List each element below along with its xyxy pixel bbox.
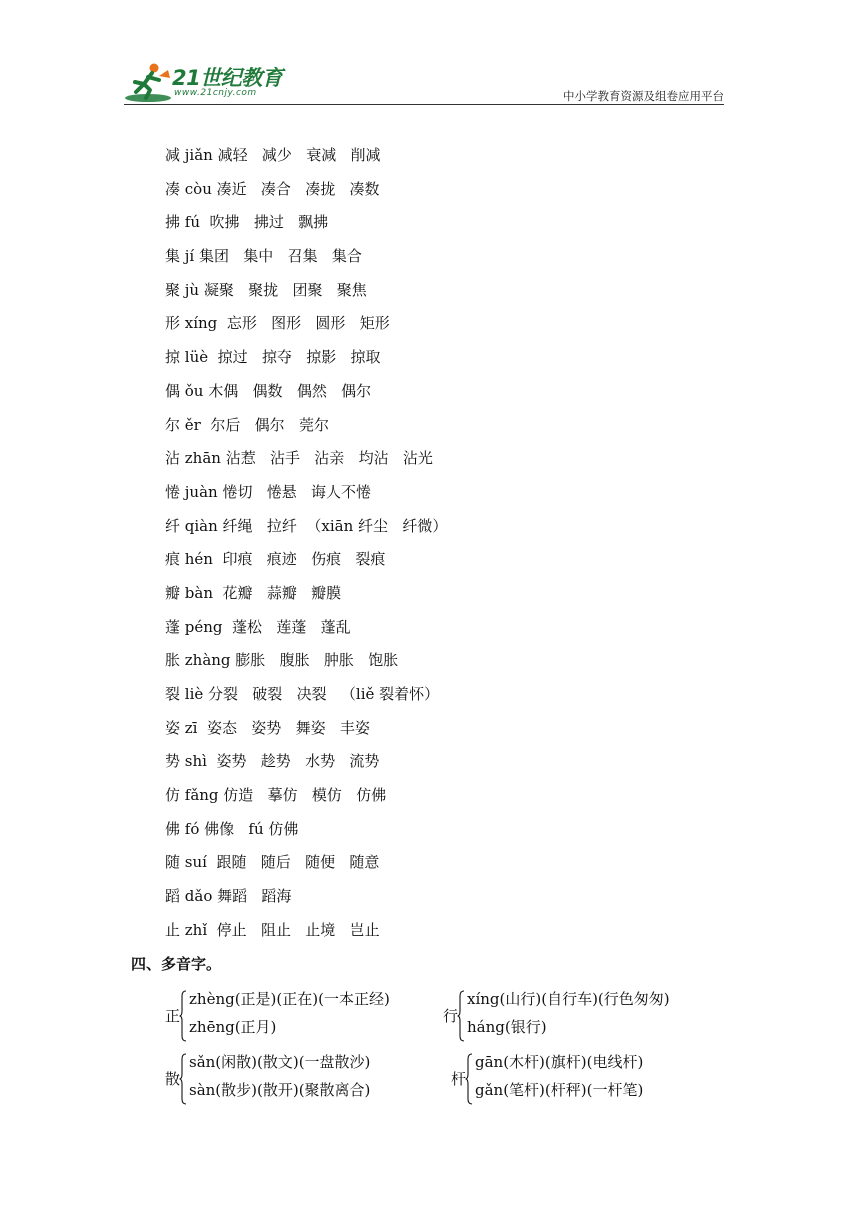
brace-icon [179, 1053, 187, 1105]
vocab-line: 惓 juàn 惓切 惓悬 诲人不惓 [165, 482, 372, 501]
vocab-line: 势 shì 姿势 趁势 水势 流势 [165, 752, 380, 771]
brace-icon [179, 990, 187, 1042]
polyphone-char: 杆 [451, 1070, 467, 1088]
polyphone-char: 散 [165, 1070, 181, 1088]
vocab-line: 胀 zhàng 膨胀 腹胀 肿胀 饱胀 [165, 651, 399, 670]
vocab-line: 尔 ěr 尔后 偶尔 莞尔 [165, 415, 329, 434]
vocab-line: 聚 jù 凝聚 聚拢 团聚 聚焦 [165, 280, 367, 299]
vocab-line: 纤 qiàn 纤绳 拉纤 （xiān 纤尘 纤微） [165, 516, 448, 535]
header-tagline: 中小学教育资源及组卷应用平台 [563, 89, 724, 103]
runner-logo-icon [124, 60, 172, 104]
vocab-line: 减 jiǎn 减轻 减少 衰减 削减 [165, 146, 381, 164]
vocab-line: 痕 hén 印痕 痕迹 伤痕 裂痕 [165, 550, 386, 569]
section-title: 四、多音字。 [131, 955, 222, 973]
polyphone-char: 正 [165, 1007, 181, 1025]
vocab-line: 随 suí 跟随 随后 随便 随意 [165, 853, 380, 872]
polyphone-reading: háng(银行) [467, 1018, 547, 1036]
vocab-line: 裂 liè 分裂 破裂 决裂 （liě 裂着怀） [165, 685, 440, 703]
logo [124, 60, 294, 104]
vocabulary-list [165, 143, 447, 952]
vocab-line: 形 xíng 忘形 图形 圆形 矩形 [165, 314, 390, 333]
vocab-line: 瓣 bàn 花瓣 蒜瓣 瓣膜 [165, 583, 342, 602]
polyphone-char: 行 [443, 1007, 459, 1025]
vocab-line: 仿 fǎng 仿造 摹仿 模仿 仿佛 [165, 786, 387, 805]
polyphone-reading: gān(木杆)(旗杆)(电线杆) [475, 1053, 644, 1071]
page-header [124, 60, 724, 106]
brace-icon [465, 1053, 473, 1105]
polyphone-reading: zhèng(正是)(正在)(一本正经) [189, 990, 390, 1008]
polyphone-reading: zhēng(正月) [189, 1018, 277, 1036]
vocab-line: 沾 zhān 沾惹 沾手 沾亲 均沾 沾光 [165, 449, 433, 468]
vocab-line: 止 zhǐ 停止 阻止 止境 岂止 [165, 920, 380, 939]
logo-text: 21世纪教育 [172, 66, 283, 90]
polyphone-reading: sǎn(闲散)(散文)(一盘散沙) [189, 1053, 371, 1071]
polyphone-reading: gǎn(笔杆)(杆秤)(一杆笔) [475, 1081, 644, 1099]
vocab-line: 集 jí 集团 集中 召集 集合 [165, 247, 362, 266]
vocab-line: 佛 fó 佛像 fú 仿佛 [165, 819, 299, 838]
vocab-line: 拂 fú 吹拂 拂过 飘拂 [165, 213, 329, 232]
header-divider [124, 104, 724, 105]
vocab-line: 蓬 péng 蓬松 莲蓬 蓬乱 [165, 617, 351, 636]
vocab-line: 掠 lüè 掠过 掠夺 掠影 掠取 [165, 348, 381, 367]
vocab-line: 凑 còu 凑近 凑合 凑拢 凑数 [165, 179, 380, 198]
polyphone-reading: xíng(山行)(自行车)(行色匆匆) [467, 990, 670, 1008]
brace-icon [457, 990, 465, 1042]
vocab-line: 蹈 dǎo 舞蹈 蹈海 [165, 887, 292, 906]
vocab-line: 姿 zī 姿态 姿势 舞姿 丰姿 [165, 718, 370, 737]
polyphone-reading: sàn(散步)(散开)(聚散离合) [189, 1081, 371, 1099]
vocab-line: 偶 ǒu 木偶 偶数 偶然 偶尔 [165, 381, 372, 400]
logo-url: www.21cnjy.com [174, 88, 257, 98]
